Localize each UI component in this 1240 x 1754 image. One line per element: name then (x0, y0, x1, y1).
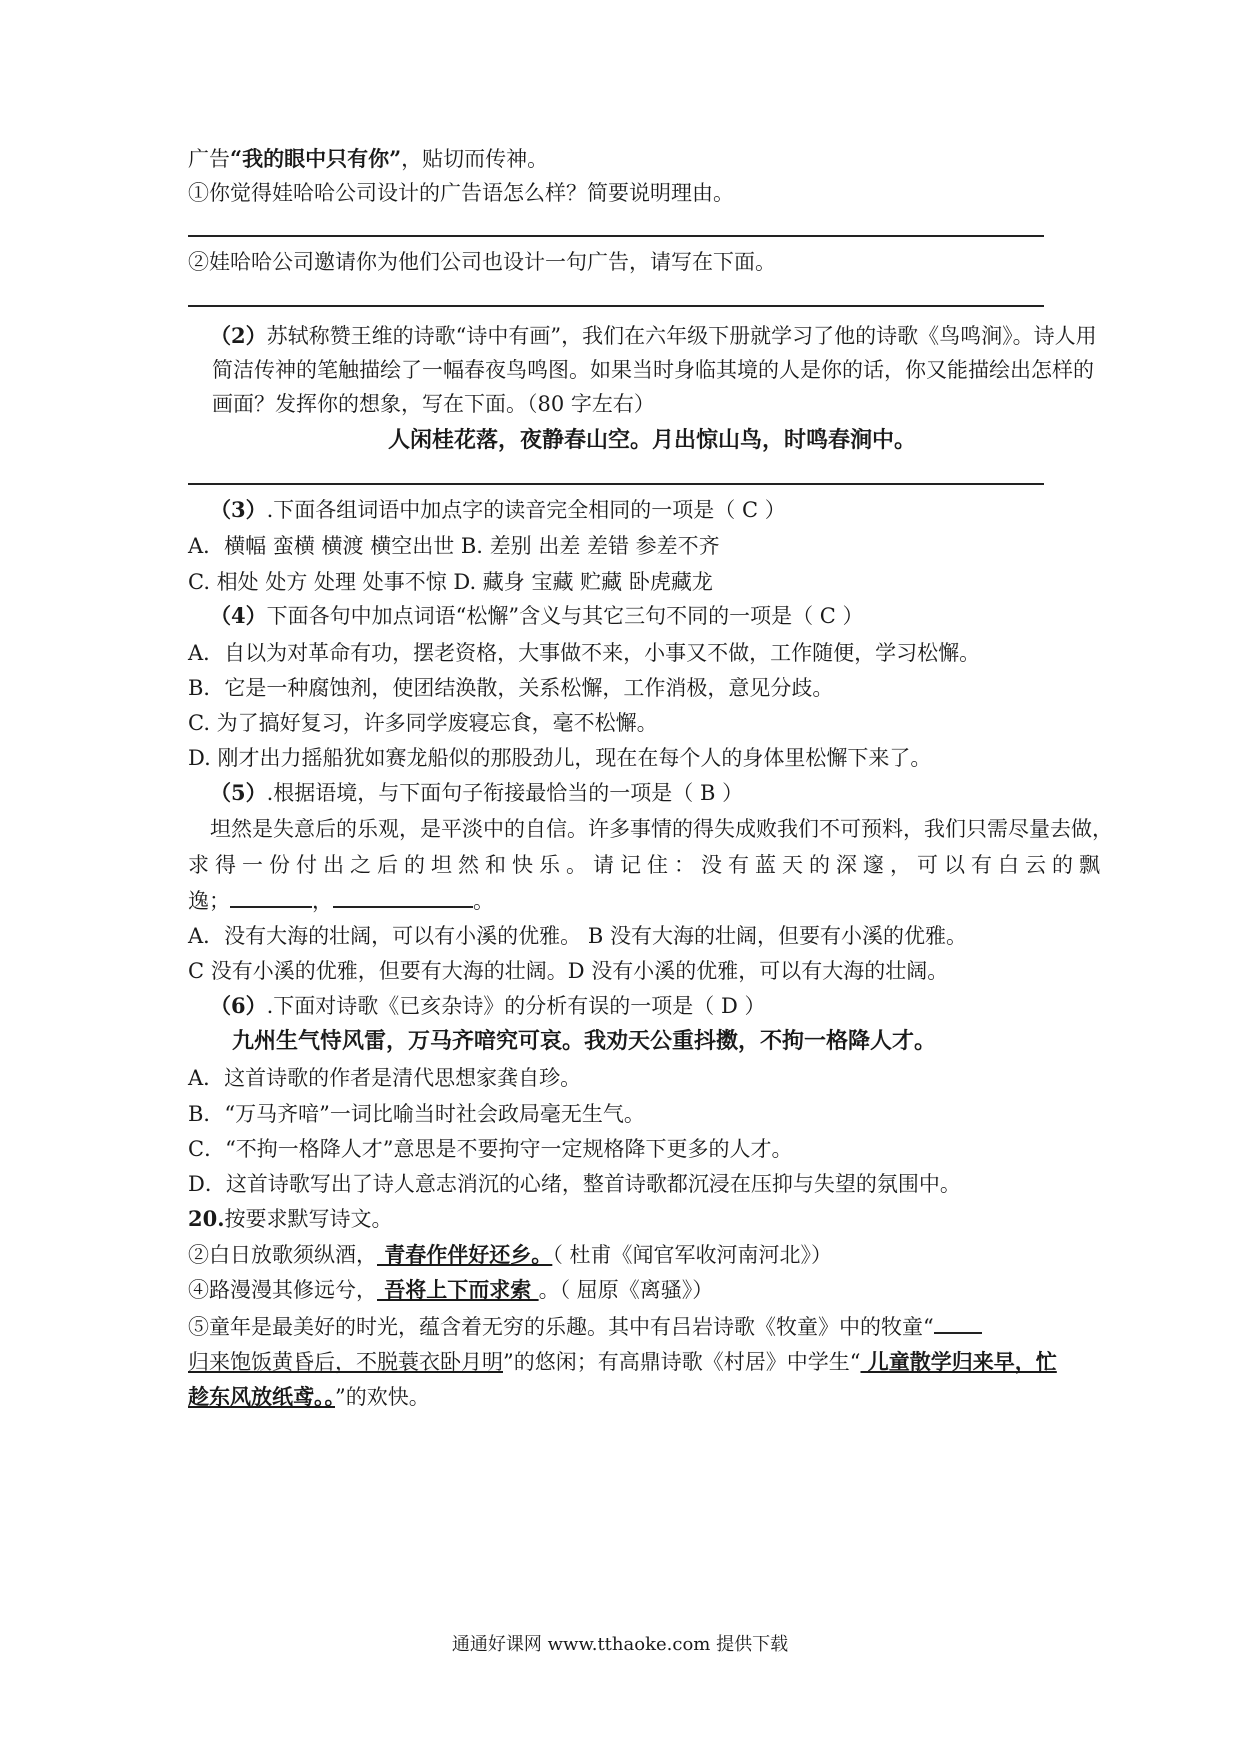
question-6-stem (210, 990, 766, 1022)
recite-4-source: 。（ 屈原《离骚》） (538, 1278, 714, 1302)
poem-niao-ming-jian: 人闲桂花落，夜静春山空。月出惊山鸟，时鸣春涧中。 (388, 428, 917, 453)
recite-line-2 (188, 1239, 832, 1271)
question-3-options-ab: A．横幅 蛮横 横渡 横空出世 B. 差别 出差 差错 参差不齐 (188, 534, 720, 558)
question-5-stem (210, 777, 743, 809)
footer-source: 通通好课网 www.tthaoke.com 提供下载 (451, 1634, 789, 1655)
question-4-option-b: B．它是一种腐蚀剂，使团结涣散，关系松懈，工作消极，意见分歧。 (188, 676, 834, 700)
answer-line-1[interactable] (188, 235, 1044, 237)
question-5-options-ab: A．没有大海的壮阔，可以有小溪的优雅。 B 没有大海的壮阔，但要有小溪的优雅。 (188, 924, 967, 948)
question-6-option-b: B．“万马齐喑”一词比喻当时社会政局毫无生气。 (188, 1102, 645, 1126)
question-5-number: （5） (210, 780, 267, 805)
ad-intro-suffix: ，贴切而传神。 (401, 147, 549, 171)
question-5-text: .根据语境，与下面句子衔接最恰当的一项是（ B ） (266, 781, 744, 805)
recite-5-mid: ”的悠闲；有高鼎诗歌《村居》中学生“ (503, 1350, 861, 1374)
answer-line-3[interactable] (188, 483, 1044, 485)
question-6-option-c: C．“不拘一格降人才”意思是不要拘守一定规格降下更多的人才。 (188, 1137, 793, 1161)
question-6-number: （6） (210, 993, 267, 1018)
question-5-passage-2: 求得一份付出之后的坦然和快乐。请记住：没有蓝天的深邃，可以有白云的飘 (188, 853, 1106, 877)
question-20-stem (188, 1203, 393, 1235)
question-4-stem (210, 600, 864, 632)
question-2-text-1: 苏轼称赞王维的诗歌“诗中有画”，我们在六年级下册就学习了他的诗歌《鸟鸣涧》。诗人用 (266, 324, 1097, 348)
passage-comma: ， (312, 889, 333, 913)
poem-ji-hai-za-shi: 九州生气恃风雷，万马齐喑究可哀。我劝天公重抖擞，不拘一格降人才。 (232, 1029, 937, 1054)
fill-blank-2[interactable] (333, 884, 473, 908)
question-2-number: （2） (210, 323, 267, 348)
recite-4-prompt: ④路漫漫其修远兮， (188, 1278, 377, 1302)
question-2-line-1 (210, 320, 1097, 352)
recite-line-5-2 (188, 1346, 1057, 1378)
question-5-passage-1: 坦然是失意后的乐观，是平淡中的自信。许多事情的得失成败我们不可预料，我们只需尽量去做， (210, 817, 1113, 841)
question-4-text: 下面各句中加点词语“松懈”含义与其它三句不同的一项是（ C ） (266, 604, 864, 628)
fill-blank-1[interactable] (230, 884, 312, 908)
answer-line-2[interactable] (188, 305, 1044, 307)
question-3-text: .下面各组词语中加点字的读音完全相同的一项是（ C ） (266, 498, 786, 522)
question-3-options-cd: C. 相处 处方 处理 处事不惊 D. 藏身 宝藏 贮藏 卧虎藏龙 (188, 570, 713, 594)
ad-intro-line (188, 143, 548, 175)
question-2-line-2: 简洁传神的笔触描绘了一幅春夜鸟鸣图。如果当时身临其境的人是你的话，你又能描绘出怎样的 (212, 358, 1094, 382)
recite-5-blank[interactable] (934, 1310, 982, 1334)
question-2-line-3: 画面？发挥你的想象，写在下面。（80 字左右） (212, 392, 655, 416)
recite-4-answer[interactable]: 吾将上下而求索 (377, 1277, 539, 1302)
passage-period: 。 (473, 889, 494, 913)
question-4-option-d: D. 刚才出力摇船犹如赛龙船似的那股劲儿，现在在每个人的身体里松懈下来了。 (188, 746, 932, 770)
sub-question-1: ①你觉得娃哈哈公司设计的广告语怎么样？简要说明理由。 (188, 181, 734, 205)
question-20-text: 按要求默写诗文。 (224, 1207, 393, 1231)
question-3-stem (210, 494, 786, 526)
recite-5-end: ”的欢快。 (335, 1385, 430, 1409)
question-20-number: 20. (188, 1206, 225, 1231)
passage-text: 逸； (188, 889, 230, 913)
recite-2-answer[interactable]: 青春作伴好还乡。 (377, 1242, 553, 1267)
recite-2-prompt: ②白日放歌须纵酒， (188, 1243, 377, 1267)
recite-line-5-3 (188, 1381, 430, 1413)
ad-intro-prefix: 广告 (188, 147, 230, 171)
question-5-passage-3 (188, 884, 494, 917)
recite-2-source: （ 杜甫《闻官军收河南河北》） (552, 1243, 832, 1267)
question-4-option-c: C. 为了搞好复习，许多同学废寝忘食，毫不松懈。 (188, 711, 658, 735)
question-4-number: （4） (210, 603, 267, 628)
question-6-option-d: D．这首诗歌写出了诗人意志消沉的心绪，整首诗歌都沉浸在压抑与失望的氛围中。 (188, 1172, 961, 1196)
question-6-option-a: A．这首诗歌的作者是清代思想家龚自珍。 (188, 1066, 582, 1090)
recite-5-answer-2[interactable]: 儿童散学归来早，忙 (860, 1349, 1057, 1374)
ad-slogan: “我的眼中只有你” (230, 146, 402, 171)
question-6-text: .下面对诗歌《已亥杂诗》的分析有误的一项是（ D ） (266, 994, 766, 1018)
question-4-option-a: A．自以为对革命有功，摆老资格，大事做不来，小事又不做，工作随便，学习松懈。 (188, 641, 981, 665)
question-3-number: （3） (210, 497, 267, 522)
recite-line-5-1 (188, 1310, 982, 1343)
question-5-options-cd: C 没有小溪的优雅，但要有大海的壮阔。D 没有小溪的优雅，可以有大海的壮阔。 (188, 959, 949, 983)
recite-5-prompt: ⑤童年是最美好的时光，蕴含着无穷的乐趣。其中有吕岩诗歌《牧童》中的牧童“ (188, 1315, 934, 1339)
recite-line-4 (188, 1274, 713, 1306)
recite-5-answer-2-cont[interactable]: 趁东风放纸鸢。。 (188, 1384, 335, 1409)
recite-5-answer-1[interactable]: 归来饱饭黄昏后，不脱蓑衣卧月明 (188, 1350, 503, 1374)
sub-question-2: ②娃哈哈公司邀请你为他们公司也设计一句广告，请写在下面。 (188, 250, 776, 274)
